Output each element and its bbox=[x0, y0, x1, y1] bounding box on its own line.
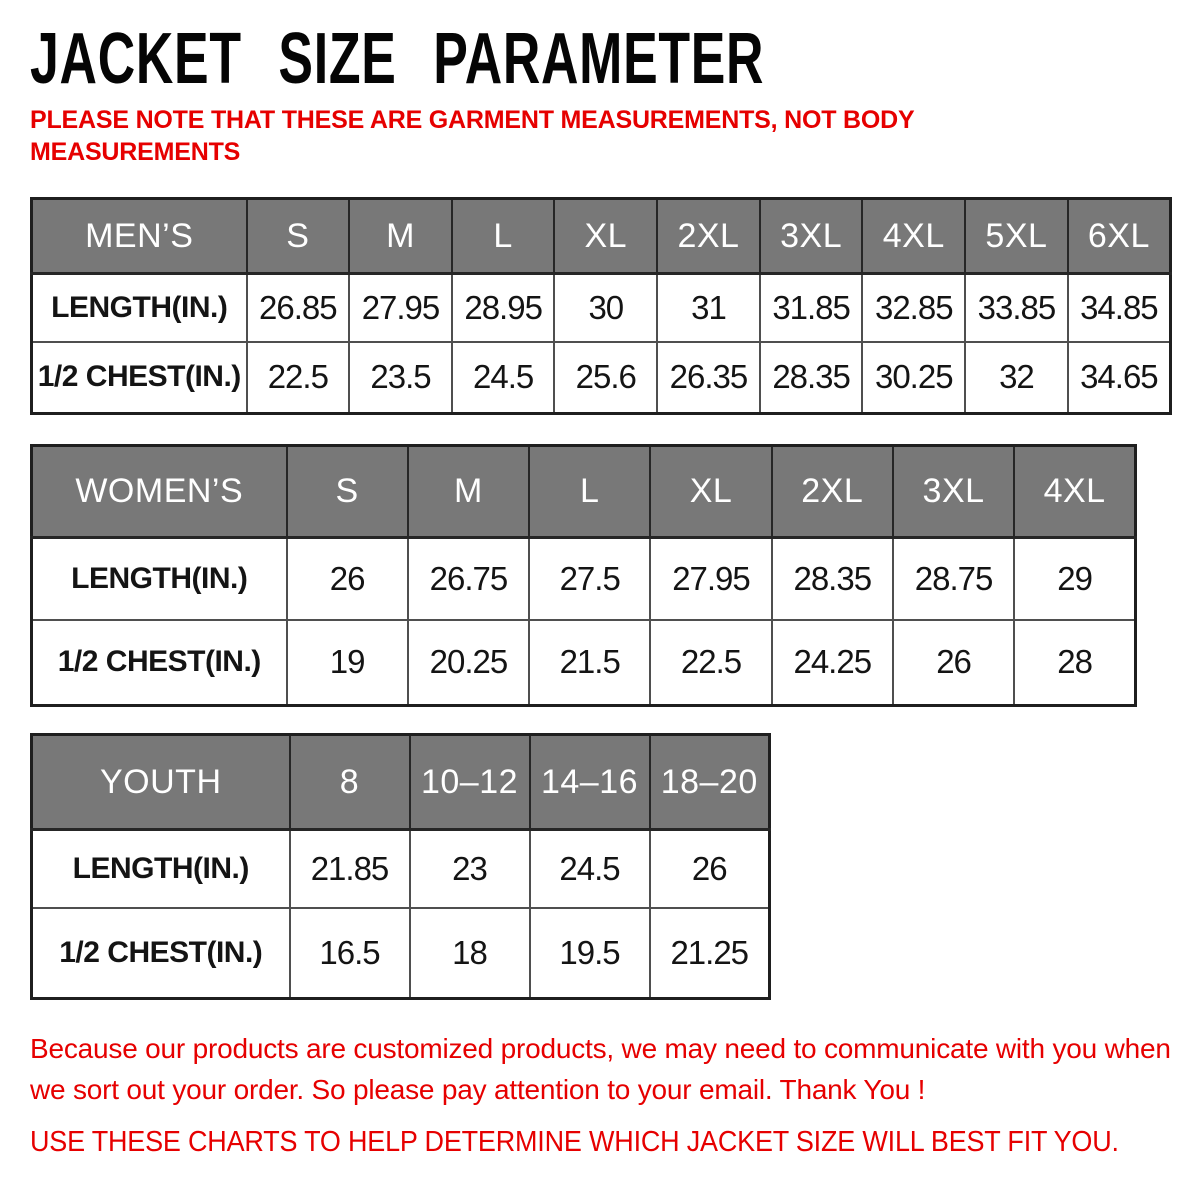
value-cell: 19 bbox=[287, 620, 408, 706]
value-cell: 28.35 bbox=[760, 342, 863, 414]
garment-measurement-note: PLEASE NOTE THAT THESE ARE GARMENT MEASUREMENTS, NOT BODY MEASUREMENTS bbox=[30, 106, 915, 166]
table-group-header-cell: YOUTH bbox=[32, 735, 290, 830]
column-header-cell: 4XL bbox=[862, 199, 965, 274]
value-cell: 27.5 bbox=[529, 538, 650, 620]
value-cell: 32.85 bbox=[862, 274, 965, 342]
column-header-cell: M bbox=[408, 446, 529, 538]
value-cell: 31 bbox=[657, 274, 760, 342]
column-header-cell: 18–20 bbox=[650, 735, 770, 830]
table-header-row bbox=[32, 199, 1171, 274]
value-cell: 19.5 bbox=[530, 908, 650, 999]
table-group-header-cell: MEN’S bbox=[32, 199, 247, 274]
table-row bbox=[32, 620, 1136, 706]
column-header-cell: 4XL bbox=[1014, 446, 1135, 538]
table-row bbox=[32, 830, 770, 908]
value-cell: 28.35 bbox=[772, 538, 893, 620]
value-cell: 26.35 bbox=[657, 342, 760, 414]
column-header-cell: 2XL bbox=[657, 199, 760, 274]
value-cell: 26.85 bbox=[247, 274, 350, 342]
size-table bbox=[30, 197, 1172, 415]
column-header-cell: S bbox=[287, 446, 408, 538]
customization-notice: Because our products are customized products, we may need to communicate with you when we sort out your order. So please pay attention to your email. Thank You ! bbox=[30, 1033, 1171, 1105]
value-cell: 30 bbox=[554, 274, 657, 342]
youth-size-table bbox=[30, 733, 771, 1000]
table-header-row bbox=[32, 446, 1136, 538]
row-label-cell: LENGTH(IN.) bbox=[32, 274, 247, 342]
value-cell: 26 bbox=[893, 620, 1014, 706]
column-header-cell: 3XL bbox=[893, 446, 1014, 538]
size-table bbox=[30, 444, 1137, 707]
table-header-row bbox=[32, 735, 770, 830]
value-cell: 29 bbox=[1014, 538, 1135, 620]
value-cell: 24.5 bbox=[530, 830, 650, 908]
value-cell: 21.25 bbox=[650, 908, 770, 999]
value-cell: 24.25 bbox=[772, 620, 893, 706]
value-cell: 31.85 bbox=[760, 274, 863, 342]
row-label-cell: LENGTH(IN.) bbox=[32, 538, 287, 620]
table-row bbox=[32, 342, 1171, 414]
value-cell: 22.5 bbox=[247, 342, 350, 414]
value-cell: 16.5 bbox=[290, 908, 410, 999]
chart-usage-instruction: USE THESE CHARTS TO HELP DETERMINE WHICH JACKET SIZE WILL BEST FIT YOU. bbox=[30, 1126, 1119, 1158]
column-header-cell: 14–16 bbox=[530, 735, 650, 830]
row-label-cell: 1/2 CHEST(IN.) bbox=[32, 620, 287, 706]
value-cell: 21.85 bbox=[290, 830, 410, 908]
column-header-cell: XL bbox=[650, 446, 771, 538]
column-header-cell: M bbox=[349, 199, 452, 274]
value-cell: 18 bbox=[410, 908, 530, 999]
column-header-cell: 3XL bbox=[760, 199, 863, 274]
value-cell: 32 bbox=[965, 342, 1068, 414]
mens-size-table bbox=[30, 197, 1172, 415]
column-header-cell: L bbox=[529, 446, 650, 538]
size-table bbox=[30, 733, 771, 1000]
value-cell: 26 bbox=[650, 830, 770, 908]
column-header-cell: XL bbox=[554, 199, 657, 274]
womens-size-table bbox=[30, 444, 1137, 707]
value-cell: 34.65 bbox=[1068, 342, 1171, 414]
column-header-cell: 8 bbox=[290, 735, 410, 830]
column-header-cell: 10–12 bbox=[410, 735, 530, 830]
page-title: JACKET SIZE PARAMETER bbox=[30, 19, 765, 99]
column-header-cell: 5XL bbox=[965, 199, 1068, 274]
value-cell: 33.85 bbox=[965, 274, 1068, 342]
table-row bbox=[32, 908, 770, 999]
value-cell: 26.75 bbox=[408, 538, 529, 620]
value-cell: 23 bbox=[410, 830, 530, 908]
value-cell: 27.95 bbox=[650, 538, 771, 620]
table-row bbox=[32, 274, 1171, 342]
value-cell: 23.5 bbox=[349, 342, 452, 414]
row-label-cell: 1/2 CHEST(IN.) bbox=[32, 342, 247, 414]
value-cell: 20.25 bbox=[408, 620, 529, 706]
value-cell: 27.95 bbox=[349, 274, 452, 342]
column-header-cell: L bbox=[452, 199, 555, 274]
table-row bbox=[32, 538, 1136, 620]
row-label-cell: LENGTH(IN.) bbox=[32, 830, 290, 908]
value-cell: 24.5 bbox=[452, 342, 555, 414]
column-header-cell: 6XL bbox=[1068, 199, 1171, 274]
row-label-cell: 1/2 CHEST(IN.) bbox=[32, 908, 290, 999]
value-cell: 28.75 bbox=[893, 538, 1014, 620]
table-group-header-cell: WOMEN’S bbox=[32, 446, 287, 538]
column-header-cell: 2XL bbox=[772, 446, 893, 538]
value-cell: 28 bbox=[1014, 620, 1135, 706]
value-cell: 30.25 bbox=[862, 342, 965, 414]
value-cell: 26 bbox=[287, 538, 408, 620]
column-header-cell: S bbox=[247, 199, 350, 274]
value-cell: 25.6 bbox=[554, 342, 657, 414]
value-cell: 28.95 bbox=[452, 274, 555, 342]
value-cell: 22.5 bbox=[650, 620, 771, 706]
value-cell: 34.85 bbox=[1068, 274, 1171, 342]
value-cell: 21.5 bbox=[529, 620, 650, 706]
